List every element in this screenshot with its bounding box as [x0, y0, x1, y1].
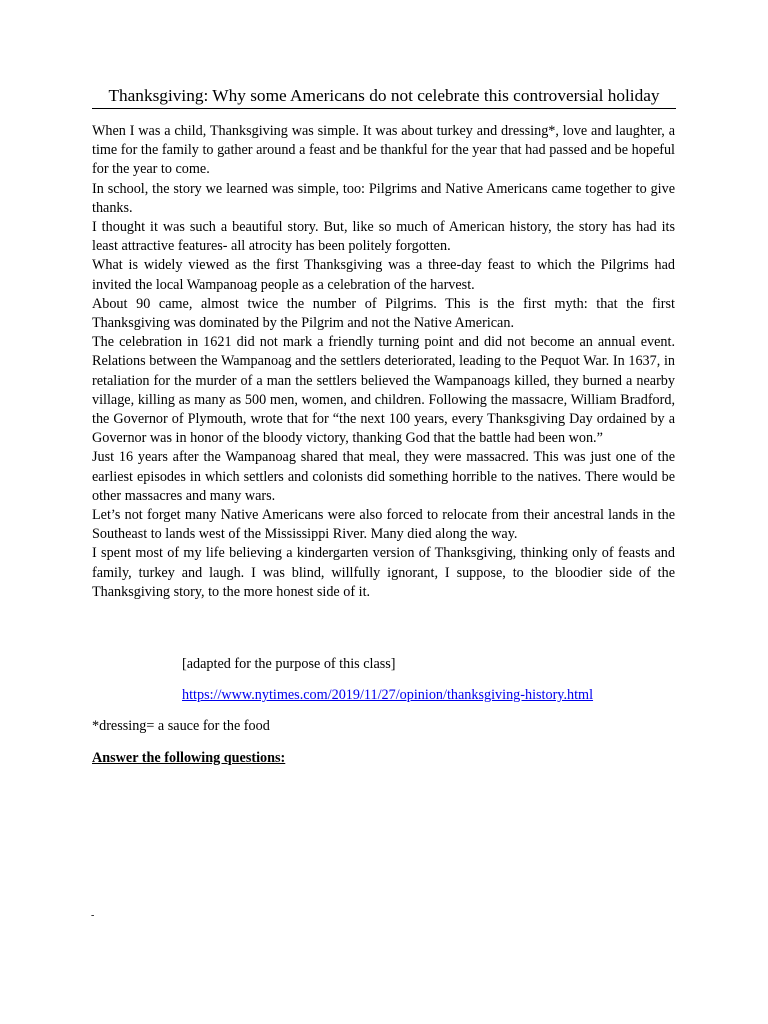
paragraph-relocation: Let’s not forget many Native Americans were also forced to relocate from their ancestral lands in the Southeast to lands west of the Mississippi River. Many died along the way.: [92, 507, 675, 543]
paragraph-beautiful-story: I thought it was such a beautiful story. But, like so much of American history, the story has had its least attractive features- all atrocity has been politely forgotten.: [92, 219, 675, 255]
paragraph-school-story: In school, the story we learned was simple, too: Pilgrims and Native Americans came together to give thanks.: [92, 180, 675, 216]
paragraph-first-thanksgiving: What is widely viewed as the first Thanksgiving was a three-day feast to which the Pilgrims had invited the local Wampanoag people as a celebration of the harvest.: [92, 257, 675, 293]
article-body: [92, 122, 675, 602]
stray-dash-mark: -: [91, 910, 95, 921]
source-link[interactable]: https://www.nytimes.com/2019/11/27/opinion/thanksgiving-history.html: [182, 687, 594, 703]
paragraph-massacre: Just 16 years after the Wampanoag shared that meal, they were massacred. This was just one of the earliest episodes in which settlers and colonists did something horrible to the natives. There would be other massacres and many wars.: [92, 449, 675, 504]
questions-heading: Answer the following questions:: [92, 750, 286, 766]
paragraph-first-myth: About 90 came, almost twice the number of Pilgrims. This is the first myth: that the first Thanksgiving was dominated by the Pilgrim and not the Native American.: [92, 295, 675, 332]
paragraph-pequot-war: The celebration in 1621 did not mark a friendly turning point and did not become an annual event. Relations between the Wampanoag and the settlers deteriorated, leading to the Pequot War. In 1637, in retaliation for the murder of a man the settlers believed the Wampanoags killed, they burned a nearby village, killing as many as 500 men, women, and children. Following the massacre, William Bradford, the Governor of Plymouth, wrote that for “the next 100 years, every Thanksgiving Day ordained by a Governor was in honor of the bloody victory, thanking God that the battle had been won.”: [92, 334, 675, 447]
paragraph-reflection: I spent most of my life believing a kindergarten version of Thanksgiving, thinking only of feasts and family, turkey and laugh. I was blind, willfully ignorant, I suppose, to the bloodier side of the Thanksgiving story, to the more honest side of it.: [92, 545, 675, 600]
footnote: *dressing= a sauce for the food: [92, 718, 270, 734]
paragraph-childhood: When I was a child, Thanksgiving was simple. It was about turkey and dressing*, love and laughter, a time for the family to gather around a feast and be thankful for the year that had passed and be hopeful for the year to come.: [92, 123, 675, 178]
adapted-note: [adapted for the purpose of this class]: [182, 656, 396, 672]
document-title: Thanksgiving: Why some Americans do not celebrate this controversial holiday: [92, 86, 676, 109]
